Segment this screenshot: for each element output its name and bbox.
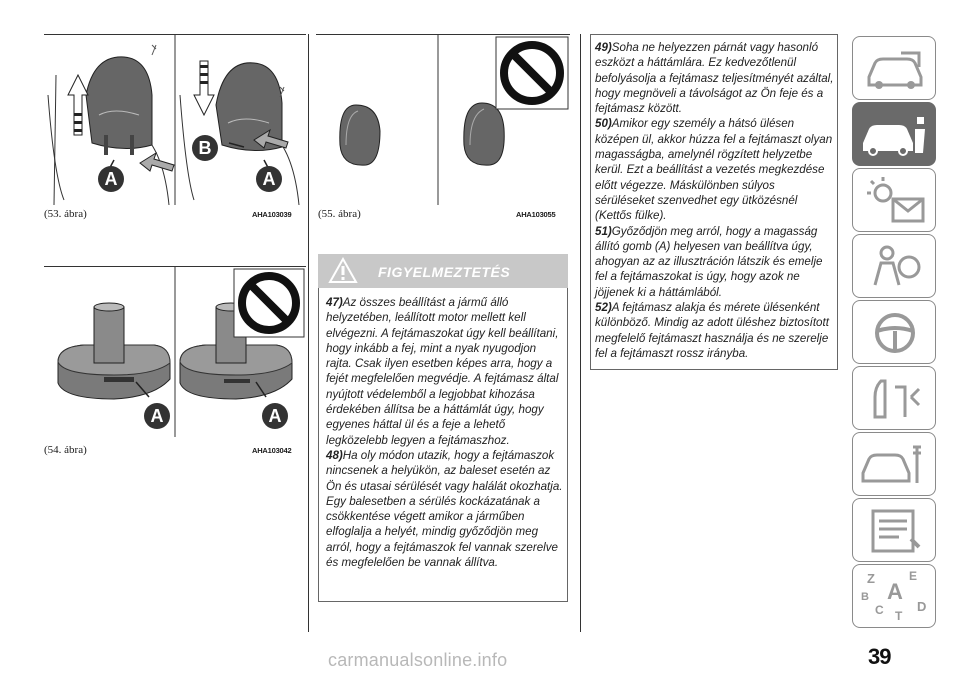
item-number: 48) [326, 448, 343, 462]
sidebar-tab-emergency[interactable] [852, 366, 936, 430]
warning-item-47 [326, 295, 564, 448]
airbag-safety-icon [853, 235, 937, 299]
warning-item-51 [595, 224, 835, 300]
label-a: A [268, 406, 282, 426]
figure-53-image [44, 35, 306, 205]
figure-54-image [44, 267, 306, 437]
figure-55-caption: (55. ábra) [318, 208, 361, 220]
figure-54-code: AHA103042 [252, 446, 292, 455]
label-a-circle [98, 166, 124, 192]
column-divider-2 [580, 34, 581, 632]
warning-item-49 [595, 40, 835, 116]
figure-53-caption: (53. ábra) [44, 208, 87, 220]
item-text: Amikor egy személy a hátsó ülésen középen ül, akkor húzza fel a fejtámaszt olyan magasságba, amelynél rögzített helyzetbe kerül. Ezt a beállítást a vezetés megkezdése előtt végezze. Máskülönben súlyos sérüléseket szenvedhet egy ütközésnél (Kettős fülke). [595, 117, 833, 223]
warning-item-52 [595, 300, 835, 361]
alphabet-index-icon [853, 565, 937, 629]
index-letter: Z [867, 571, 875, 586]
emergency-icon [853, 367, 937, 431]
label-a-circle-2 [256, 166, 282, 192]
warning-item-48 [326, 448, 564, 570]
figure-54-caption: (54. ábra) [44, 444, 87, 456]
label-a-circle-2 [262, 403, 288, 429]
item-number: 47) [326, 296, 343, 309]
index-letter: T [895, 609, 903, 623]
car-dashboard-icon [853, 37, 937, 101]
warning-lights-icon [853, 169, 937, 233]
item-text: A fejtámasz alakja és mérete ülésenként különböző. Mindig az adott üléshez biztosított megfelelő fejtámaszt használja és ne szerelje fel a fejtámaszt rossz irányba. [595, 301, 829, 360]
index-letter: C [875, 603, 884, 617]
wrench-car-icon [853, 433, 937, 497]
warning-header [318, 254, 568, 288]
label-a: A [104, 169, 118, 189]
label-a-circle [144, 403, 170, 429]
sidebar-tab-lights[interactable] [852, 168, 936, 232]
item-number: 52) [595, 301, 612, 315]
index-letter: D [917, 599, 927, 614]
warning-triangle-icon [328, 257, 358, 285]
column-divider-1 [308, 34, 309, 632]
sidebar-tab-know-vehicle[interactable] [852, 102, 936, 166]
technical-data-icon [853, 499, 937, 563]
warning-column-1 [326, 295, 564, 570]
figure-55-image [316, 35, 570, 205]
item-number: 51) [595, 224, 612, 238]
warning-item-50 [595, 116, 835, 223]
item-text: Az összes beállítást a jármű álló helyzetében, leállított motor mellett kell elvégezni. A fejtámaszokat úgy kell beállítani, hogy inkább a fej, mint a nyak nyugodjon rajta. Csak ilyen esetben képes arra, hogy a fejét megfelelően megvédje. A fejtámasz által nyújtott védelemből a legjobbat kihozása érdekében állítsa be a háttámlát úgy, hogy egyenes háttal ül és a feje a lehető legközelebb legyen a fejtámaszhoz. [326, 296, 559, 447]
item-text: Soha ne helyezzen párnát vagy hasonló eszközt a háttámlára. Ez kedvezőtlenül befolyásolja a fejtámasz teljesítményét azáltal, hogy megnöveli a távolságot az Ön feje és a fejtámasz között. [595, 41, 834, 116]
index-letter: B [861, 591, 869, 603]
label-b-circle [192, 135, 218, 161]
index-letter: E [909, 569, 918, 583]
warning-title: FIGYELMEZTETÉS [378, 264, 511, 280]
sidebar-tab-safety[interactable] [852, 234, 936, 298]
page-number: 39 [868, 644, 891, 669]
car-info-icon [853, 103, 937, 167]
figure-55-code: AHA103055 [516, 210, 556, 219]
sidebar-tab-index[interactable] [852, 564, 936, 628]
label-a: A [262, 169, 276, 189]
steering-wheel-icon [853, 301, 937, 365]
sidebar-tab-starting[interactable] [852, 300, 936, 364]
item-number: 50) [595, 117, 612, 131]
warning-column-2 [595, 40, 835, 361]
label-b: B [198, 138, 212, 158]
item-text: Ha oly módon utazik, hogy a fejtámaszok nincsenek a helyükön, az baleset esetén az Ön és utasai sérülését vagy halálát okozhatja. Egy balesetben a sérülés kockázatának a csökkentése végett amikor a járműben elfoglalja a helyét, mindig győződjön meg arról, hogy a fejtámaszok fel vannak szerelve és megfelelően be vannak állítva. [326, 448, 563, 570]
sidebar-tab-maintenance[interactable] [852, 432, 936, 496]
index-letter: A [887, 579, 903, 604]
sidebar-tab-dashboard[interactable] [852, 36, 936, 100]
item-number: 49) [595, 41, 612, 54]
figure-53-code: AHA103039 [252, 210, 292, 219]
item-text: Győződjön meg arról, hogy a magasság állító gomb (A) helyesen van beállítva úgy, ahogyan az az illusztráción látszik és emelje fel a fejtámaszokat is úgy, hogy azok ne jöjjenek ki a háttámlából. [595, 224, 823, 299]
label-a: A [150, 406, 164, 426]
sidebar-tab-technical[interactable] [852, 498, 936, 562]
watermark: carmanualsonline.info [328, 650, 508, 670]
